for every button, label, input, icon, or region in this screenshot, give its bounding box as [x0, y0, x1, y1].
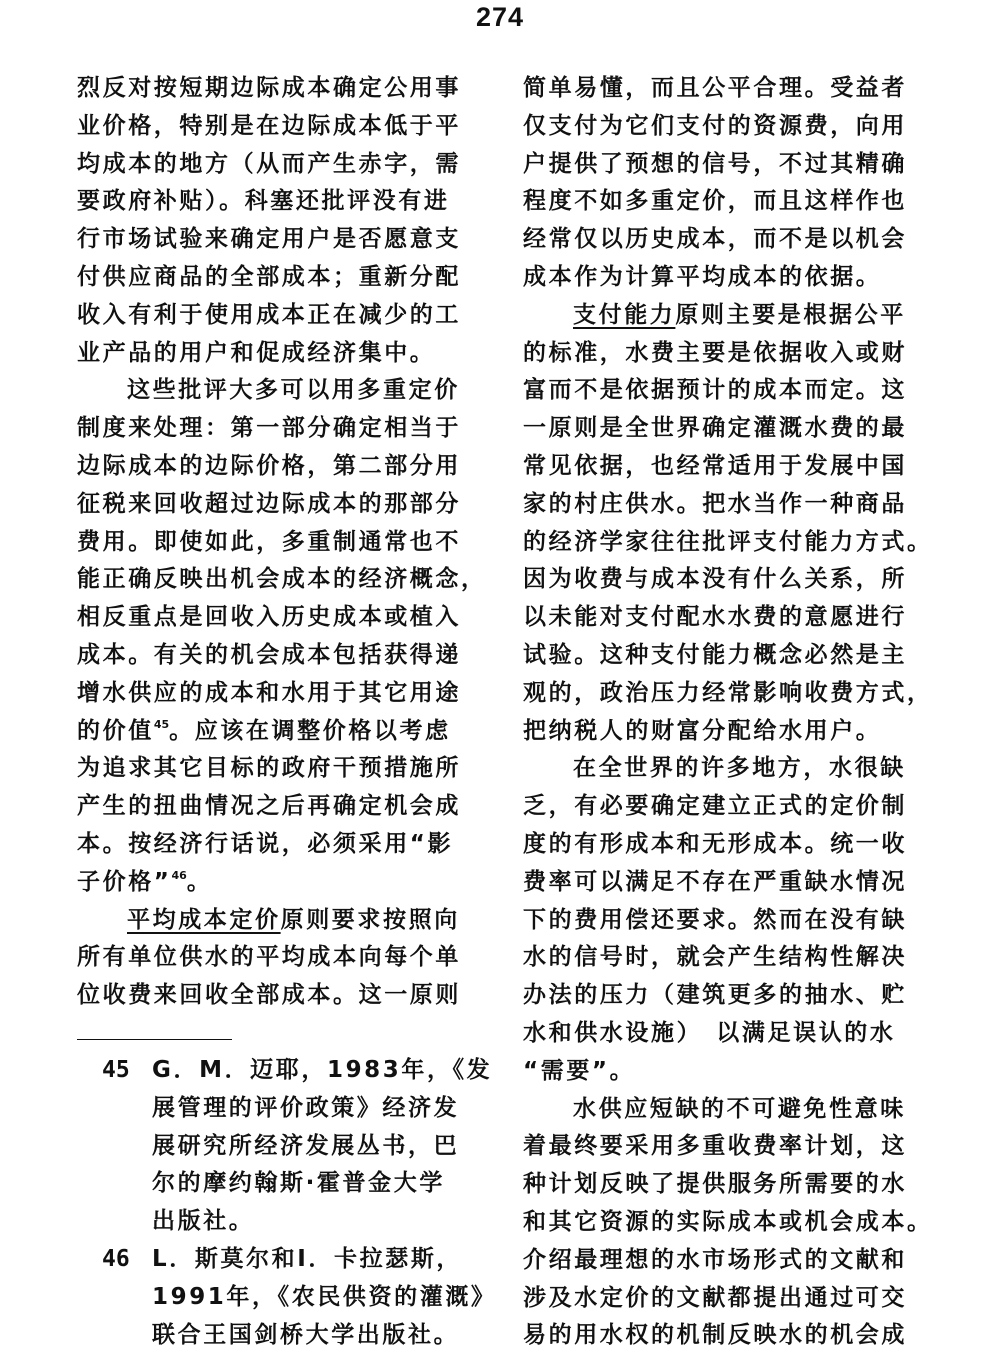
text-span: 原则主要是根据公平 — [675, 301, 906, 328]
text-line: 边际成本的边际价格，第二部分用 — [77, 452, 461, 479]
left-column — [77, 70, 497, 1354]
text-line: “需要”。 — [523, 1057, 636, 1084]
text-line: 乏，有必要确定建立正式的定价制 — [523, 793, 907, 820]
paragraph — [77, 372, 497, 901]
footnote-line: 展研究所经济发展丛书，巴 — [152, 1132, 460, 1159]
paragraph — [77, 902, 497, 1015]
text-line: 和其它资源的实际成本或机会成本。 — [523, 1208, 933, 1235]
text-line: 种计划反映了提供服务所需要的水 — [523, 1171, 907, 1198]
term-ability-to-pay: 支付能力 — [573, 301, 676, 328]
footnote-line: 联合王国剑桥大学出版社。 — [152, 1321, 460, 1348]
text-line: 家的村庄供水。把水当作一种商品 — [523, 490, 907, 517]
footnote-divider — [77, 1039, 232, 1040]
text-line: 水的信号时，就会产生结构性解决 — [523, 944, 907, 971]
text-line: 办法的压力（建筑更多的抽水、贮 — [523, 982, 907, 1009]
paragraph — [523, 1091, 933, 1356]
text-span: 。应该在调整价格以考虑 — [169, 717, 451, 744]
paragraph — [77, 70, 497, 372]
footnote-line: G．M．迈耶，1983年，《发 — [152, 1056, 493, 1083]
footnote-line: L．斯莫尔和I．卡拉瑟斯， — [152, 1245, 463, 1272]
text-line: 均成本的地方（从而产生赤字，需 — [77, 150, 461, 177]
page-number: 274 — [475, 2, 525, 32]
text-line: 水和供水设施） 以满足误认的水 — [523, 1019, 896, 1046]
text-line: 本。按经济行话说，必须采用“影 — [77, 830, 454, 857]
text-line: 产生的扭曲情况之后再确定机会成 — [77, 793, 461, 820]
text-line: 以未能对支付配水水费的意愿进行 — [523, 604, 907, 631]
text-line: 户提供了预想的信号，不过其精确 — [523, 150, 907, 177]
text-line: 费率可以满足不存在严重缺水情况 — [523, 868, 907, 895]
text-line: 水供应短缺的不可避免性意味 — [573, 1095, 906, 1122]
text-line: 费用。即使如此，多重制通常也不 — [77, 528, 461, 555]
text-line: 简单易懂，而且公平合理。受益者 — [523, 75, 907, 101]
footnote-line: 展管理的评价政策》经济发 — [152, 1094, 460, 1121]
text-line: 涉及水定价的文献都提出通过可交 — [523, 1284, 907, 1311]
footnote-45 — [77, 1052, 497, 1241]
text-line: 下的费用偿还要求。然而在没有缺 — [523, 906, 907, 933]
footnote-line: 尔的摩约翰斯·霍普金大学 — [152, 1170, 445, 1197]
text-line: 介绍最理想的水市场形式的文献和 — [523, 1246, 907, 1273]
text-line — [523, 297, 928, 335]
text-line: 的经济学家往往批评支付能力方式。 — [523, 528, 933, 555]
footnote-46 — [77, 1241, 497, 1354]
text-line: 常见依据，也经常适用于发展中国 — [523, 452, 907, 479]
text-line — [77, 713, 497, 751]
text-line — [77, 864, 497, 902]
text-line: 成本。有关的机会成本包括获得递 — [77, 641, 461, 668]
footnote-line: 出版社。 — [152, 1208, 255, 1235]
text-line: 把纳税人的财富分配给水用户。 — [523, 717, 882, 744]
text-line: 经常仅以历史成本，而不是以机会 — [523, 226, 907, 253]
text-line: 度的有形成本和无形成本。统一收 — [523, 830, 907, 857]
term-average-cost-pricing: 平均成本定价 — [127, 906, 281, 933]
text-line: 成本作为计算平均成本的依据。 — [523, 263, 882, 290]
text-line: 征税来回收超过边际成本的那部分 — [77, 490, 461, 517]
text-line: 观的，政治压力经常影响收费方式， — [523, 679, 933, 706]
text-line — [77, 902, 497, 940]
paragraph — [523, 297, 933, 751]
text-line: 易的用水权的机制反映水的机会成 — [523, 1322, 907, 1349]
text-span: 。 — [186, 868, 213, 895]
text-line: 业产品的用户和促成经济集中。 — [77, 339, 436, 366]
text-line: 所有单位供水的平均成本向每个单 — [77, 944, 461, 971]
text-span: 的价值 — [77, 717, 154, 744]
footnote-ref-45[interactable]: 45 — [153, 717, 170, 731]
footnote-number: 46 — [102, 1245, 130, 1272]
text-line: 的标准，水费主要是依据收入或财 — [523, 339, 907, 366]
text-line: 位收费来回收全部成本。这一原则 — [77, 982, 461, 1009]
footnote-number: 45 — [102, 1056, 130, 1083]
text-span: 子价格” — [77, 868, 172, 895]
text-line: 富而不是依据预计的成本而定。这 — [523, 377, 907, 404]
text-line: 为追求其它目标的政府干预措施所 — [77, 755, 461, 782]
text-line: 这些批评大多可以用多重定价 — [127, 377, 460, 404]
text-line: 收入有利于使用成本正在减少的工 — [77, 301, 461, 328]
text-line: 试验。这种支付能力概念必然是主 — [523, 641, 907, 668]
paragraph — [523, 750, 928, 1090]
text-line: 业价格，特别是在边际成本低于平 — [77, 112, 461, 139]
text-line: 相反重点是回收入历史成本或植入 — [77, 604, 461, 631]
text-line: 一原则是全世界确定灌溉水费的最 — [523, 415, 907, 442]
text-line: 因为收费与成本没有什么关系，所 — [523, 566, 907, 593]
text-line: 程度不如多重定价，而且这样作也 — [523, 188, 907, 215]
text-line: 行市场试验来确定用户是否愿意支 — [77, 226, 461, 253]
text-line: 增水供应的成本和水用于其它用途 — [77, 679, 461, 706]
text-line: 仅支付为它们支付的资源费，向用 — [523, 112, 907, 139]
right-column — [523, 70, 933, 1355]
text-line: 要政府补贴）。科塞还批评没有进 — [77, 188, 450, 215]
text-line: 付供应商品的全部成本；重新分配 — [77, 263, 461, 290]
text-line: 制度来处理：第一部分确定相当于 — [77, 415, 461, 442]
text-span: 原则要求按照向 — [280, 906, 460, 933]
text-line: 能正确反映出机会成本的经济概念， — [77, 566, 487, 593]
paragraph — [523, 70, 928, 297]
text-line: 烈反对按短期边际成本确定公用事 — [77, 75, 461, 101]
footnote-ref-46[interactable]: 46 — [171, 868, 187, 882]
text-line: 着最终要采用多重收费率计划，这 — [523, 1133, 907, 1160]
footnote-line: 1991年，《农民供资的灌溉》 — [152, 1283, 497, 1310]
text-line: 在全世界的许多地方，水很缺 — [573, 755, 906, 782]
